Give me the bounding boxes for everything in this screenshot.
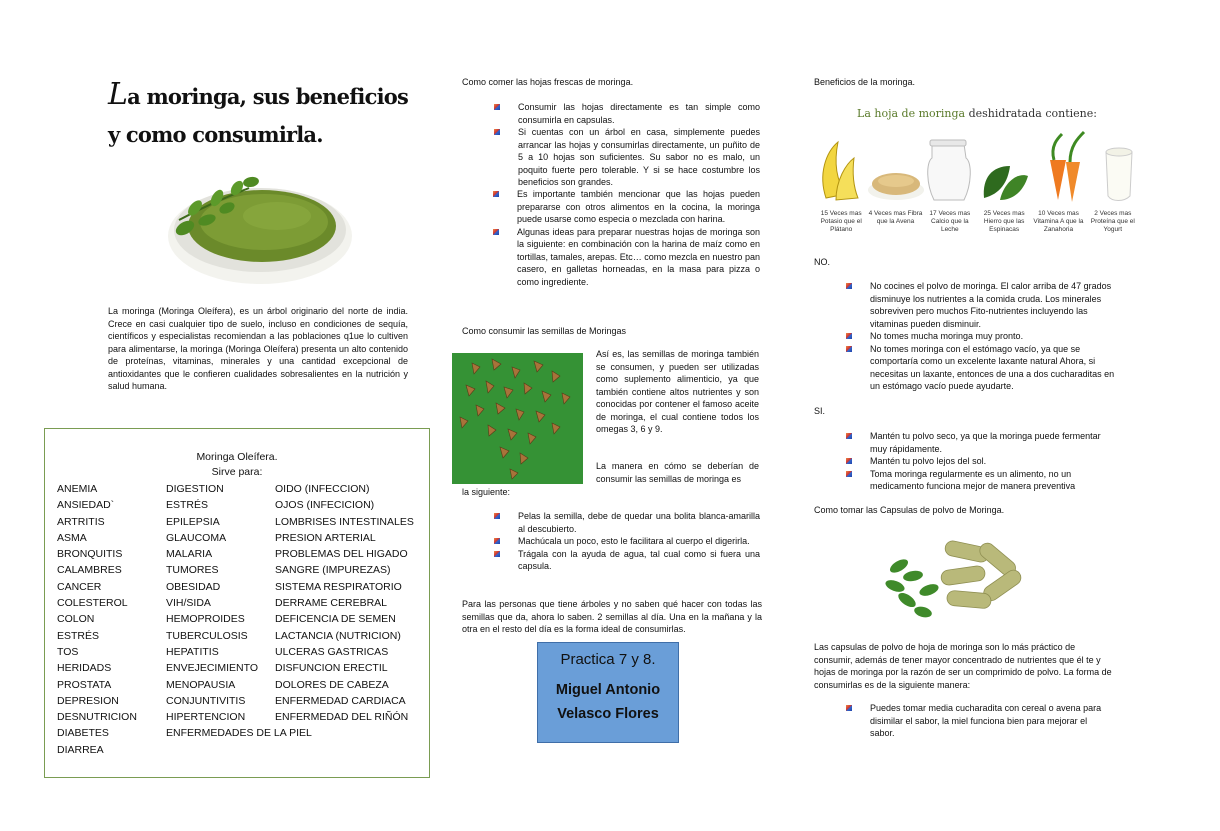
list-item: No tomes mucha moringa muy pronto. [842,330,1118,343]
moringa-capsules-image [885,538,1035,620]
disease-cell: DIGESTION [166,483,224,495]
yogurt-icon [1106,148,1132,201]
disease-cell: DESNUTRICION [57,711,137,724]
disease-cell: DISFUNCION ERECTIL [275,662,388,675]
disease-cell: GLAUCOMA [166,531,227,544]
disease-cell: EPILEPSIA [166,515,220,528]
disease-cell: HERIDADS [57,662,112,675]
infographic-caption: 17 Veces mas Calcio que la Leche [929,210,971,233]
disease-cell: DIARREA [57,743,104,756]
disease-cell: DIABETES [57,727,109,740]
trees-paragraph: Para las personas que tiene árboles y no saben qué hacer con todas las semillas que da, ahora lo saben. 2 semillas al día. Una en la mañana y la otra en el resto del día es la forma ideal de consumirlas. [462,599,762,634]
disease-cell: ASMA [57,531,87,544]
title-line2: y como consumirla. [108,122,323,147]
disease-cell: MENOPAUSIA [166,678,236,691]
list-item: Toma moringa regularmente es un alimento, no un medicamento funciona mejor de manera preventiva [842,468,1118,493]
no-list [842,280,1118,393]
leaves-heading: Como comer las hojas frescas de moringa. [462,77,634,87]
disease-cell: HIPERTENCION [166,711,246,724]
disease-cell: VIH/SIDA [166,597,211,610]
seeds-list [490,510,760,573]
disease-cell: BRONQUITIS [57,548,123,561]
credit-surname: Velasco Flores [557,706,659,722]
disease-cell: OJOS (INFECICION) [275,499,375,512]
credit-box [537,642,679,743]
benefits-infographic [814,100,1140,242]
disease-cell: ENVEJECIMIENTO [166,662,258,675]
capsules-list [842,702,1102,740]
capsules-paragraph: Las capsulas de polvo de hoja de moringa son lo más práctico de consumir, además de tener mayor concentrado de nutrientes que él te y hojas de moringa por la razón de ser un comprimido de polvo. La forma de consumirlas es de la siguiente manera: [814,642,1112,690]
infographic-title-b: deshidratada contiene: [968,107,1097,120]
seeds-heading: Como consumir las semillas de Moringas [462,326,627,336]
disease-cell [275,742,425,758]
disease-cell: CANCER [57,580,102,593]
list-item: Mantén tu polvo seco, ya que la moringa puede fermentar muy rápidamente. [842,430,1118,455]
diseases-subheading: Sirve para: [211,466,263,478]
list-item: Machúcala un poco, esto le facilitara al cuerpo el digerirla. [490,535,760,548]
list-item: Es importante también mencionar que las hojas pueden prepararse con otros alimentos en la cocina, la moringa puede usarse como especia o mezclada con harina. [489,188,760,226]
disease-cell: COLON [57,613,95,626]
banana-icon [823,142,858,200]
credit-name: Miguel Antonio [555,682,661,698]
disease-cell: PRESION ARTERIAL [275,531,376,544]
leaves-sublist [517,188,760,288]
list-item: No tomes moringa con el estómago vacío, ya que se comportaría como un excelente laxante natural Ahora, si necesitas un laxante, entonces de una a dos cucharaditas en un estómago vacío puede ayudarte. [842,343,1118,393]
disease-cell: DEFICENCIA DE SEMEN [275,613,396,626]
milk-icon [928,140,971,200]
intro-paragraph: La moringa (Moringa Oleífera), es un árbol originario del norte de india. Crece en casi cualquier tipo de suelo, incluso en condiciones de sequía, científicos y especialistas recomiendan a las poblaciones q1ue lo cultiven para alimentarse, la moringa (Moringa Oleífera) presenta un alto contenido de proteínas, vitaminas, minerales y una cantidad excepcional de antioxidantes que le confieren cualidades sobresalientes en la nutrición y salud humana. [108,306,408,391]
disease-cell: MALARIA [166,548,213,561]
no-label: NO. [814,257,831,267]
disease-cell: ULCERAS GASTRICAS [275,645,389,658]
disease-cell: SANGRE (IMPUREZAS) [275,564,391,577]
disease-cell: CALAMBRES [57,564,122,577]
disease-cell: DERRAME CEREBRAL [275,597,388,610]
disease-cell: ENFERMEDAD DEL RIÑÓN [275,711,409,724]
disease-cell: CONJUNTIVITIS [166,694,246,707]
infographic-caption: 2 Veces mas Proteína que el Yogurt [1090,210,1135,233]
diseases-box [44,428,430,778]
moringa-powder-bowl-image [165,168,355,288]
list-item: No cocines el polvo de moringa. El calor arriba de 47 grados disminuye los nutrientes a la comida cruda. Los minerales sobreviven pero muchos Fito-nutrientes incluyendo las vitaminas pueden disminuir. [842,280,1118,330]
benefits-heading: Beneficios de la moringa. [814,77,916,87]
credit-practice: Practica 7 y 8. [560,651,656,668]
disease-cell: TOS [57,645,79,658]
disease-cell: DOLORES DE CABEZA [275,678,389,691]
infographic-foods [814,124,1140,208]
seeds-paragraph-2: La manera en cómo se deberían de consumir las semillas de moringa es [596,461,759,484]
diseases-list [57,481,429,758]
disease-cell: ESTRÉS [166,499,209,512]
disease-cell: ANEMIA [57,483,98,495]
moringa-seeds-image [452,353,583,484]
disease-cell: SISTEMA RESPIRATORIO [275,580,402,593]
si-label: SI. [814,406,826,416]
disease-cell: PROSTATA [57,678,112,691]
disease-cell: PROBLEMAS DEL HIGADO [275,548,408,561]
seeds-paragraph: Así es, las semillas de moringa también se consumen, y pueden ser utilizadas como suplemento alimenticio, ya que también contiene altos nutrientes y son conocidas por contener el famoso aceite de moringa, el cual contiene todos los omegas 3, 6 y 9. [596,349,759,434]
capsules-heading: Como tomar las Capsulas de polvo de Moringa. [814,505,1005,515]
disease-cell: ENFERMEDAD CARDIACA [275,694,406,707]
disease-cell: ANSIEDAD` [57,499,115,512]
disease-cell: HEMOPROIDES [166,613,245,626]
disease-cell: ENFERMEDADES DE LA PIEL [166,727,312,740]
page-title [108,76,428,154]
disease-cell: TUBERCULOSIS [166,629,248,642]
infographic-captions [814,210,1140,234]
infographic-caption: 15 Veces mas Potasio que el Plátano [820,210,862,233]
seeds-paragraph-2-end: la siguiente: [462,487,511,497]
list-item: Si cuentas con un árbol en casa, simplemente puedes arrancar las hojas y consumirlas directamente, un puñito de 5 a 10 hojas son suficientes. Su sabor no es malo, un poquito fuerte pero tolerable. Y si se hace costumbre los beneficios son grandes. [490,126,760,189]
carrot-icon [1050,132,1084,202]
disease-cell: DEPRESION [57,694,119,707]
disease-cell: LOMBRISES INTESTINALES [275,515,414,528]
oats-icon [868,173,924,200]
list-item: Pelas la semilla, debe de quedar una bolita blanca-amarilla al descubierto. [490,510,760,535]
list-item: Trágala con la ayuda de agua, tal cual como si fuera una capsula. [490,548,760,573]
infographic-title-a: La hoja de moringa [857,107,966,120]
disease-cell: LACTANCIA (NUTRICION) [275,629,401,642]
title-initial: L [108,77,128,112]
disease-cell: ARTRITIS [57,515,105,528]
diseases-heading: Moringa Oleífera. [196,451,278,463]
disease-cell: ESTRÉS [57,629,100,642]
disease-cell [166,742,275,758]
infographic-caption: 4 Veces mas Fibra que la Avena [868,210,923,225]
disease-cell: OBESIDAD [166,580,221,593]
title-line1: a moringa, sus beneficios [127,84,408,109]
leaves-list [490,101,760,189]
list-item: Puedes tomar media cucharadita con cereal o avena para disimilar el sabor, la miel funciona bien para mejorar el sabor. [842,702,1102,740]
disease-cell: OIDO (INFECCION) [275,483,370,495]
spinach-icon [984,166,1028,200]
disease-cell: COLESTEROL [57,597,128,610]
disease-cell: HEPATITIS [166,645,219,658]
list-item: Consumir las hojas directamente es tan simple como consumirla en capsulas. [490,101,760,126]
list-item: Mantén tu polvo lejos del sol. [842,455,1118,468]
infographic-caption: 10 Veces mas Vitamina A que la Zanahoria [1033,210,1084,233]
si-list [842,430,1118,493]
infographic-caption: 25 Veces mas Hierro que las Espinacas [983,210,1025,233]
disease-cell: TUMORES [166,564,219,577]
list-item: Algunas ideas para preparar nuestras hojas de moringa son la siguiente: en combinación con la harina de maíz como en tortillas, tamales, arepas. Etc… como mezcla en nuestro pan casero, en galletas horneadas, en la masa para pizza o como ingrediente. [489,226,760,289]
